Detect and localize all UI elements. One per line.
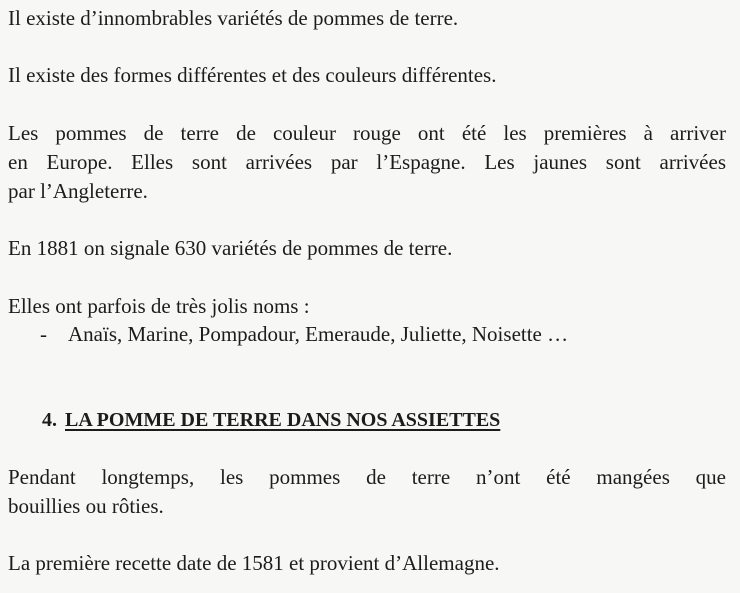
paragraph-varieties: Il existe d’innombrables variétés de pommes de terre.: [8, 6, 459, 30]
paragraph-pretty-names: Elles ont parfois de très jolis noms :: [8, 294, 310, 318]
paragraph-red-potatoes-line-1: Les pommes de terre de couleur rouge ont été les premières à arriver: [8, 121, 726, 145]
paragraph-1881: En 1881 on signale 630 variétés de pommes de terre.: [8, 236, 453, 260]
paragraph-forms-colors: Il existe des formes différentes et des couleurs différentes.: [8, 63, 497, 87]
bullet-dash: -: [40, 322, 47, 346]
paragraph-red-potatoes-line-3: par l’Angleterre.: [8, 179, 148, 203]
section-heading: [42, 408, 500, 432]
section-number: 4.: [42, 409, 57, 431]
section-title: LA POMME DE TERRE DANS NOS ASSIETTES: [65, 409, 501, 431]
paragraph-boiled-line-2: bouillies ou rôties.: [8, 494, 164, 518]
paragraph-first-recipe: La première recette date de 1581 et provient d’Allemagne.: [8, 551, 500, 575]
list-item-names: [40, 322, 568, 346]
paragraph-red-potatoes-line-2: en Europe. Elles sont arrivées par l’Espagne. Les jaunes sont arrivées: [8, 150, 726, 174]
bullet-text: Anaïs, Marine, Pompadour, Emeraude, Juliette, Noisette …: [68, 322, 569, 346]
paragraph-boiled-line-1: Pendant longtemps, les pommes de terre n’ont été mangées que: [8, 465, 726, 489]
